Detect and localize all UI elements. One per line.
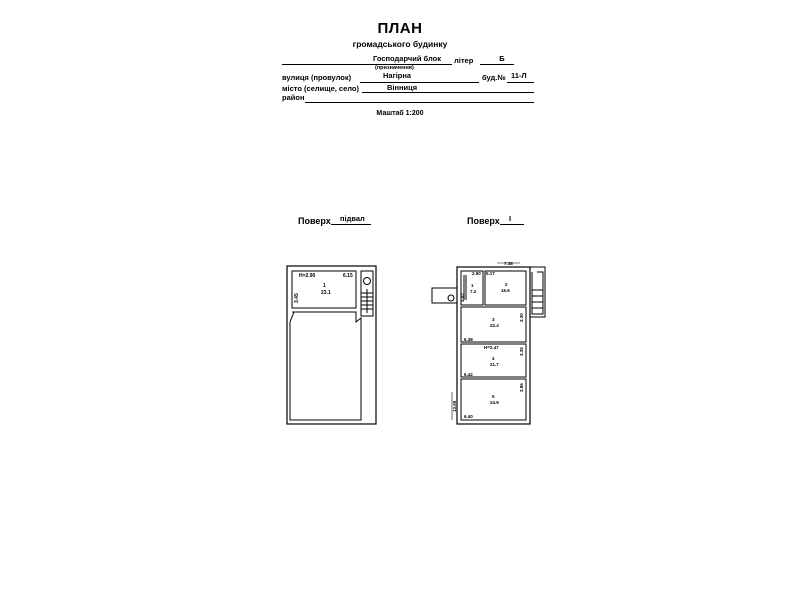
liter-value: Б xyxy=(499,54,505,63)
building-label: буд.№ xyxy=(482,73,506,82)
purpose-value: Господарчий блок xyxy=(373,54,441,63)
purpose-caption: (призначення) xyxy=(375,65,414,71)
ground-floor-plan xyxy=(432,263,545,424)
page-subtitle: громадського будинку xyxy=(352,39,448,49)
rp-room5-dim-bl: 6.40 xyxy=(464,414,473,419)
rp-room1-num: 1 xyxy=(471,283,474,288)
page-title: ПЛАН xyxy=(377,20,423,37)
street-value: Нагірна xyxy=(383,71,412,80)
rp-height: H=2.47 xyxy=(484,345,499,350)
lp-dim-left: 3.45 xyxy=(294,293,300,303)
rp-room4-num: 4 xyxy=(492,356,495,361)
street-label: вулиця (провулок) xyxy=(282,73,352,82)
lp-room-area: 23.1 xyxy=(321,290,331,296)
floor-value-left: підвал xyxy=(340,214,365,223)
basement-plan xyxy=(287,266,376,424)
rp-room5-area: 24.9 xyxy=(490,400,499,405)
floor-value-right: І xyxy=(509,214,512,223)
lp-height: H=2.90 xyxy=(299,273,316,279)
rp-dim-a: 2.50 xyxy=(472,271,481,276)
rp-room4-dim-bl: 6.42 xyxy=(464,372,473,377)
scale-text: Маштаб 1:200 xyxy=(376,110,424,117)
rp-room4-dim-r: 3.35 xyxy=(519,347,524,356)
rp-room2-area: 16.6 xyxy=(501,288,510,293)
rp-room3-num: 3 xyxy=(492,317,495,322)
rp-room3-dim-bl: 6.38 xyxy=(464,337,473,342)
rp-overall-left: 13.65 xyxy=(452,400,457,412)
rp-room1-area: 7.2 xyxy=(470,289,477,294)
rp-room5-num: 5 xyxy=(492,394,495,399)
rp-room2-num: 2 xyxy=(505,282,508,287)
city-value: Вінниця xyxy=(387,83,418,92)
rp-room5-dim-r: 3.86 xyxy=(519,383,524,392)
rp-dim-b: 5.17 xyxy=(486,271,495,276)
rp-side-dim: 3.02 xyxy=(460,293,465,302)
floor-label-right: Поверх xyxy=(467,216,500,226)
liter-label: літер xyxy=(454,56,474,65)
rp-room3-dim-r: 3.30 xyxy=(519,313,524,322)
rp-room4-area: 21.7 xyxy=(490,362,499,367)
building-value: 11-Л xyxy=(511,71,527,80)
lp-dim-right: 6.15 xyxy=(343,273,353,279)
district-label: район xyxy=(282,93,305,102)
floor-label-left: Поверх xyxy=(298,216,331,226)
rp-top-dim: 7.38 xyxy=(504,261,513,266)
city-label: місто (селище, село) xyxy=(282,84,360,93)
lp-room-number: 1 xyxy=(323,283,326,289)
rp-room3-area: 22.4 xyxy=(490,323,499,328)
